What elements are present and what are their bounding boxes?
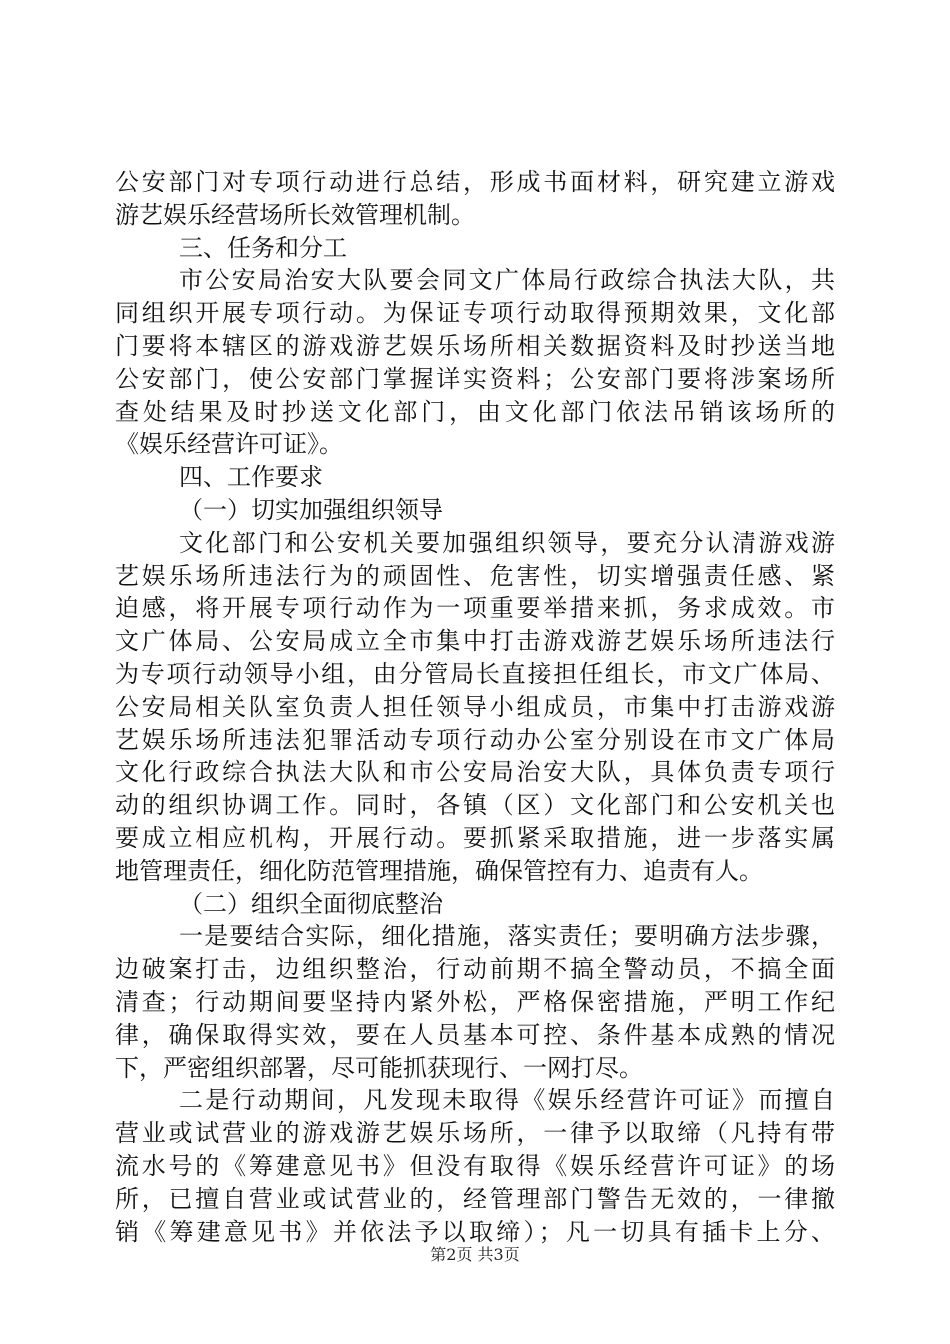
text-line: 一是要结合实际，细化措施，落实责任；要明确方法步骤，: [179, 922, 835, 951]
text-line: 流水号的《筹建意见书》但没有取得《娱乐经营许可证》的场: [115, 1151, 835, 1180]
page-footer: 第2页 共3页: [430, 1245, 520, 1264]
text-line: 四、工作要求: [179, 463, 323, 492]
text-line: 迫感，将开展专项行动作为一项重要举措来抓，务求成效。市: [115, 594, 835, 623]
text-line: 销《筹建意见书》并依法予以取缔）；凡一切具有插卡上分、: [115, 1217, 835, 1246]
text-line: 下，严密组织部署，尽可能抓获现行、一网打尽。: [115, 1053, 643, 1082]
text-line: 文广体局、公安局成立全市集中打击游戏游艺娱乐场所违法行: [115, 627, 835, 656]
text-line: 《娱乐经营许可证》。: [115, 430, 343, 459]
text-line: 三、任务和分工: [179, 233, 347, 262]
text-line: 艺娱乐场所违法行为的顽固性、危害性，切实增强责任感、紧: [115, 561, 835, 590]
text-line: 营业或试营业的游戏游艺娱乐场所，一律予以取缔（凡持有带: [115, 1119, 835, 1148]
text-line: 同组织开展专项行动。为保证专项行动取得预期效果，文化部: [115, 299, 835, 328]
text-line: 动的组织协调工作。同时，各镇（区）文化部门和公安机关也: [115, 791, 835, 820]
text-line: 市公安局治安大队要会同文广体局行政综合执法大队，共: [179, 266, 835, 295]
text-line: 文化行政综合执法大队和市公安局治安大队，具体负责专项行: [115, 758, 835, 787]
text-line: 所，已擅自营业或试营业的，经管理部门警告无效的，一律撤: [115, 1184, 835, 1213]
text-line: 要成立相应机构，开展行动。要抓紧采取措施，进一步落实属: [115, 823, 835, 852]
text-line: 为专项行动领导小组，由分管局长直接担任组长，市文广体局、: [115, 659, 835, 688]
text-line: 公安部门对专项行动进行总结，形成书面材料，研究建立游戏: [115, 168, 835, 196]
text-line: 律，确保取得实效，要在人员基本可控、条件基本成熟的情况: [115, 1020, 835, 1049]
text-line: 艺娱乐场所违法犯罪活动专项行动办公室分别设在市文广体局: [115, 725, 835, 754]
text-line: 查处结果及时抄送文化部门，由文化部门依法吊销该场所的: [115, 397, 835, 426]
text-line: （一）切实加强组织领导: [179, 495, 443, 524]
text-line: 二是行动期间，凡发现未取得《娱乐经营许可证》而擅自: [179, 1086, 835, 1115]
document-body: [115, 166, 835, 1248]
text-line: 文化部门和公安机关要加强组织领导，要充分认清游戏游: [179, 528, 835, 557]
text-line: 地管理责任，细化防范管理措施，确保管控有力、追责有人。: [115, 856, 763, 885]
text-line: 边破案打击，边组织整治，行动前期不搞全警动员，不搞全面: [115, 955, 835, 984]
text-line: （二）组织全面彻底整治: [179, 889, 443, 918]
text-line: 门要将本辖区的游戏游艺娱乐场所相关数据资料及时抄送当地: [115, 331, 835, 360]
text-line: 公安局相关队室负责人担任领导小组成员，市集中打击游戏游: [115, 692, 835, 721]
text-line: 公安部门，使公安部门掌握详实资料；公安部门要将涉案场所: [115, 364, 835, 393]
text-line: 清查；行动期间要坚持内紧外松，严格保密措施，严明工作纪: [115, 987, 835, 1016]
text-line: 游艺娱乐经营场所长效管理机制。: [115, 200, 475, 229]
